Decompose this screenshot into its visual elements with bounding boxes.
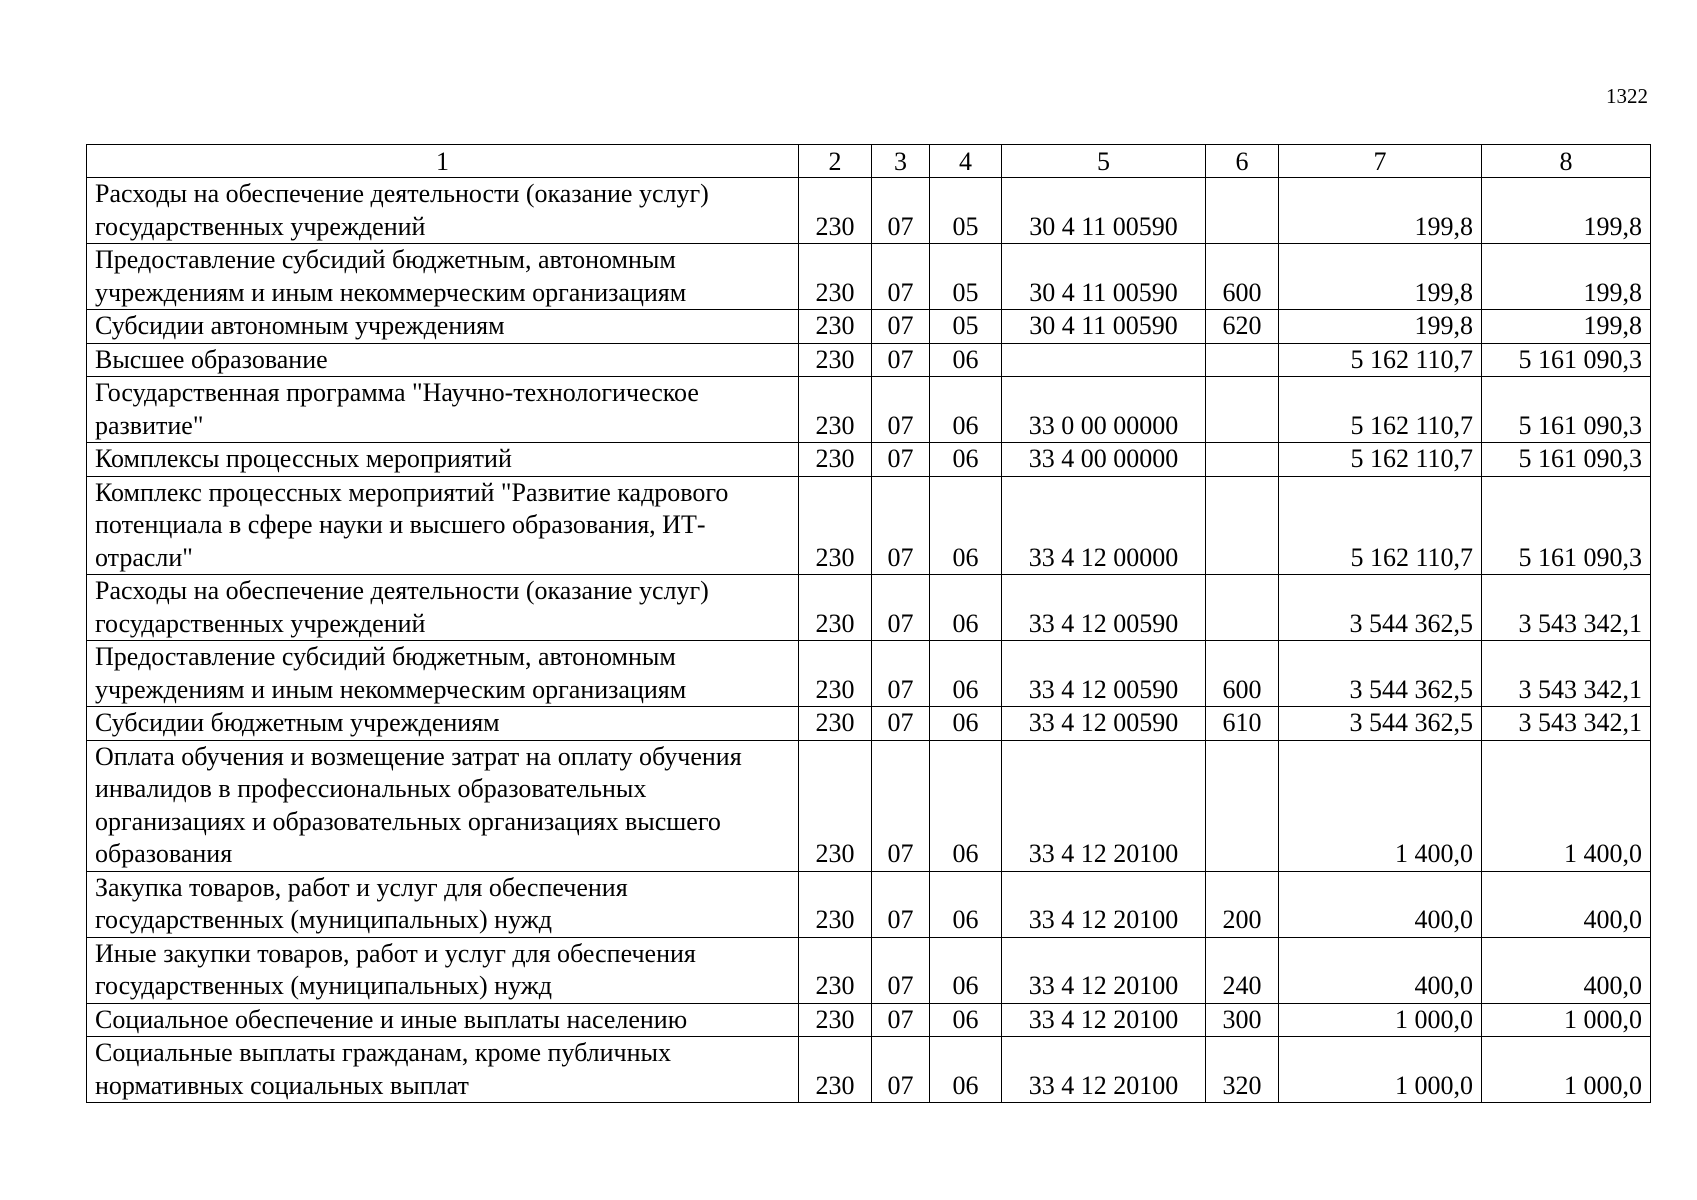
header-cell-3: 3 <box>872 145 930 178</box>
amount-year1-cell: 400,0 <box>1279 871 1482 937</box>
amount-year2-cell: 1 000,0 <box>1482 1003 1651 1037</box>
amount-year2-cell: 5 161 090,3 <box>1482 377 1651 443</box>
header-row <box>87 145 1651 178</box>
ministry-code-cell: 230 <box>799 476 872 575</box>
ministry-code-cell: 230 <box>799 937 872 1003</box>
table-row <box>87 178 1651 244</box>
ministry-code-cell: 230 <box>799 740 872 871</box>
target-article-cell: 33 4 12 00590 <box>1002 575 1206 641</box>
amount-year2-cell: 3 543 342,1 <box>1482 707 1651 741</box>
expense-type-cell: 600 <box>1206 244 1279 310</box>
table-body <box>87 178 1651 1103</box>
expense-name-cell: Государственная программа "Научно-технологическое развитие" <box>87 377 799 443</box>
target-article-cell: 33 4 12 20100 <box>1002 937 1206 1003</box>
expense-type-cell: 240 <box>1206 937 1279 1003</box>
expense-type-cell: 620 <box>1206 310 1279 344</box>
expense-name-cell: Социальное обеспечение и иные выплаты населению <box>87 1003 799 1037</box>
header-cell-6: 6 <box>1206 145 1279 178</box>
section-code-cell: 07 <box>872 1037 930 1103</box>
section-code-cell: 07 <box>872 937 930 1003</box>
table-row <box>87 244 1651 310</box>
section-code-cell: 07 <box>872 641 930 707</box>
page-number: 1322 <box>1606 84 1648 108</box>
expense-type-cell <box>1206 575 1279 641</box>
expense-type-cell: 600 <box>1206 641 1279 707</box>
table-row <box>87 740 1651 871</box>
amount-year1-cell: 400,0 <box>1279 937 1482 1003</box>
amount-year2-cell: 5 161 090,3 <box>1482 443 1651 477</box>
ministry-code-cell: 230 <box>799 707 872 741</box>
expense-type-cell <box>1206 740 1279 871</box>
section-code-cell: 07 <box>872 178 930 244</box>
expense-type-cell: 300 <box>1206 1003 1279 1037</box>
subsection-code-cell: 06 <box>930 1003 1002 1037</box>
section-code-cell: 07 <box>872 310 930 344</box>
ministry-code-cell: 230 <box>799 575 872 641</box>
target-article-cell: 33 4 12 20100 <box>1002 871 1206 937</box>
target-article-cell: 30 4 11 00590 <box>1002 310 1206 344</box>
target-article-cell: 33 4 12 20100 <box>1002 740 1206 871</box>
expense-type-cell <box>1206 443 1279 477</box>
target-article-cell: 33 4 12 20100 <box>1002 1037 1206 1103</box>
amount-year1-cell: 5 162 110,7 <box>1279 443 1482 477</box>
subsection-code-cell: 05 <box>930 178 1002 244</box>
expense-name-cell: Оплата обучения и возмещение затрат на оплату обучения инвалидов в профессиональных образовательных организациях и образовательных организациях высшего образования <box>87 740 799 871</box>
amount-year1-cell: 1 000,0 <box>1279 1003 1482 1037</box>
amount-year1-cell: 199,8 <box>1279 244 1482 310</box>
amount-year2-cell: 1 400,0 <box>1482 740 1651 871</box>
target-article-cell: 33 4 12 00000 <box>1002 476 1206 575</box>
header-cell-1: 1 <box>87 145 799 178</box>
ministry-code-cell: 230 <box>799 871 872 937</box>
header-cell-2: 2 <box>799 145 872 178</box>
expense-type-cell: 320 <box>1206 1037 1279 1103</box>
subsection-code-cell: 05 <box>930 244 1002 310</box>
expense-name-cell: Расходы на обеспечение деятельности (оказание услуг) государственных учреждений <box>87 575 799 641</box>
subsection-code-cell: 06 <box>930 476 1002 575</box>
expense-type-cell <box>1206 343 1279 377</box>
expense-name-cell: Комплекс процессных мероприятий "Развитие кадрового потенциала в сфере науки и высшего образования, ИТ-отрасли" <box>87 476 799 575</box>
target-article-cell: 30 4 11 00590 <box>1002 178 1206 244</box>
table-row <box>87 575 1651 641</box>
amount-year1-cell: 199,8 <box>1279 310 1482 344</box>
header-cell-7: 7 <box>1279 145 1482 178</box>
ministry-code-cell: 230 <box>799 178 872 244</box>
target-article-cell: 33 4 12 20100 <box>1002 1003 1206 1037</box>
subsection-code-cell: 06 <box>930 575 1002 641</box>
target-article-cell: 33 4 12 00590 <box>1002 641 1206 707</box>
table-row <box>87 443 1651 477</box>
target-article-cell: 33 4 12 00590 <box>1002 707 1206 741</box>
amount-year2-cell: 199,8 <box>1482 178 1651 244</box>
ministry-code-cell: 230 <box>799 443 872 477</box>
section-code-cell: 07 <box>872 443 930 477</box>
amount-year2-cell: 199,8 <box>1482 244 1651 310</box>
amount-year2-cell: 5 161 090,3 <box>1482 343 1651 377</box>
section-code-cell: 07 <box>872 740 930 871</box>
section-code-cell: 07 <box>872 377 930 443</box>
subsection-code-cell: 06 <box>930 377 1002 443</box>
amount-year2-cell: 400,0 <box>1482 937 1651 1003</box>
expense-type-cell: 200 <box>1206 871 1279 937</box>
table-row <box>87 377 1651 443</box>
ministry-code-cell: 230 <box>799 1003 872 1037</box>
expense-name-cell: Социальные выплаты гражданам, кроме публичных нормативных социальных выплат <box>87 1037 799 1103</box>
amount-year1-cell: 5 162 110,7 <box>1279 343 1482 377</box>
section-code-cell: 07 <box>872 343 930 377</box>
subsection-code-cell: 06 <box>930 871 1002 937</box>
table-row <box>87 310 1651 344</box>
subsection-code-cell: 06 <box>930 443 1002 477</box>
table-row <box>87 707 1651 741</box>
section-code-cell: 07 <box>872 1003 930 1037</box>
section-code-cell: 07 <box>872 476 930 575</box>
budget-table <box>86 144 1651 1103</box>
section-code-cell: 07 <box>872 871 930 937</box>
expense-name-cell: Предоставление субсидий бюджетным, автономным учреждениям и иным некоммерческим организациям <box>87 244 799 310</box>
table-row <box>87 871 1651 937</box>
ministry-code-cell: 230 <box>799 377 872 443</box>
expense-name-cell: Расходы на обеспечение деятельности (оказание услуг) государственных учреждений <box>87 178 799 244</box>
expense-type-cell <box>1206 178 1279 244</box>
expense-type-cell <box>1206 476 1279 575</box>
expense-name-cell: Субсидии автономным учреждениям <box>87 310 799 344</box>
amount-year1-cell: 5 162 110,7 <box>1279 476 1482 575</box>
table-row <box>87 937 1651 1003</box>
amount-year1-cell: 1 000,0 <box>1279 1037 1482 1103</box>
section-code-cell: 07 <box>872 575 930 641</box>
ministry-code-cell: 230 <box>799 343 872 377</box>
amount-year2-cell: 3 543 342,1 <box>1482 641 1651 707</box>
expense-type-cell <box>1206 377 1279 443</box>
subsection-code-cell: 06 <box>930 641 1002 707</box>
subsection-code-cell: 06 <box>930 937 1002 1003</box>
expense-name-cell: Субсидии бюджетным учреждениям <box>87 707 799 741</box>
subsection-code-cell: 05 <box>930 310 1002 344</box>
amount-year1-cell: 3 544 362,5 <box>1279 707 1482 741</box>
target-article-cell <box>1002 343 1206 377</box>
ministry-code-cell: 230 <box>799 641 872 707</box>
table-row <box>87 1003 1651 1037</box>
amount-year1-cell: 3 544 362,5 <box>1279 575 1482 641</box>
amount-year1-cell: 1 400,0 <box>1279 740 1482 871</box>
header-cell-5: 5 <box>1002 145 1206 178</box>
table-row <box>87 641 1651 707</box>
amount-year2-cell: 5 161 090,3 <box>1482 476 1651 575</box>
amount-year1-cell: 5 162 110,7 <box>1279 377 1482 443</box>
ministry-code-cell: 230 <box>799 1037 872 1103</box>
expense-name-cell: Закупка товаров, работ и услуг для обеспечения государственных (муниципальных) нужд <box>87 871 799 937</box>
amount-year2-cell: 1 000,0 <box>1482 1037 1651 1103</box>
ministry-code-cell: 230 <box>799 244 872 310</box>
target-article-cell: 33 4 00 00000 <box>1002 443 1206 477</box>
header-cell-4: 4 <box>930 145 1002 178</box>
amount-year2-cell: 3 543 342,1 <box>1482 575 1651 641</box>
amount-year2-cell: 199,8 <box>1482 310 1651 344</box>
amount-year1-cell: 3 544 362,5 <box>1279 641 1482 707</box>
subsection-code-cell: 06 <box>930 707 1002 741</box>
table-row <box>87 1037 1651 1103</box>
amount-year1-cell: 199,8 <box>1279 178 1482 244</box>
subsection-code-cell: 06 <box>930 740 1002 871</box>
section-code-cell: 07 <box>872 707 930 741</box>
target-article-cell: 30 4 11 00590 <box>1002 244 1206 310</box>
expense-name-cell: Высшее образование <box>87 343 799 377</box>
subsection-code-cell: 06 <box>930 343 1002 377</box>
target-article-cell: 33 0 00 00000 <box>1002 377 1206 443</box>
amount-year2-cell: 400,0 <box>1482 871 1651 937</box>
table-row <box>87 476 1651 575</box>
ministry-code-cell: 230 <box>799 310 872 344</box>
header-cell-8: 8 <box>1482 145 1651 178</box>
expense-name-cell: Предоставление субсидий бюджетным, автономным учреждениям и иным некоммерческим организациям <box>87 641 799 707</box>
expense-name-cell: Комплексы процессных мероприятий <box>87 443 799 477</box>
section-code-cell: 07 <box>872 244 930 310</box>
subsection-code-cell: 06 <box>930 1037 1002 1103</box>
expense-name-cell: Иные закупки товаров, работ и услуг для обеспечения государственных (муниципальных) нужд <box>87 937 799 1003</box>
expense-type-cell: 610 <box>1206 707 1279 741</box>
table-row <box>87 343 1651 377</box>
